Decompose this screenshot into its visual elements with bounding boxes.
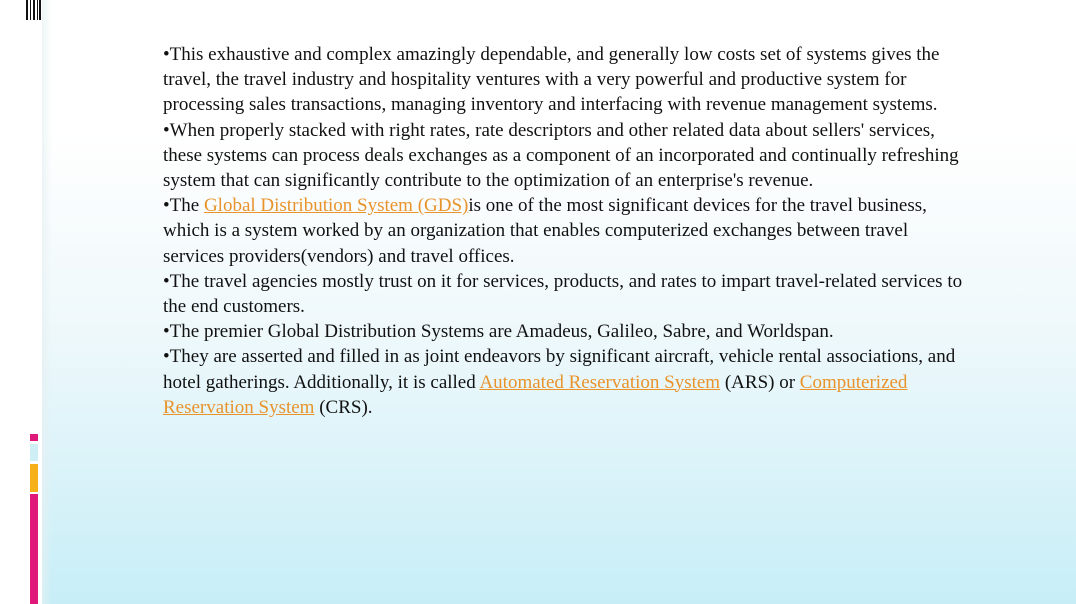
bullet-paragraph	[163, 118, 963, 194]
accent-bar-magenta	[30, 434, 38, 441]
bullet-paragraph	[163, 193, 963, 269]
bullet-paragraph	[163, 42, 963, 118]
barcode-logo-icon	[26, 0, 42, 20]
bullet-text: •The travel agencies mostly trust on it for services, products, and rates to impart travel-related services to the end customers.	[163, 270, 963, 318]
bullet-paragraph	[163, 269, 963, 319]
bullet-text: (ARS) or	[720, 371, 800, 393]
accent-bar-cyan	[30, 444, 38, 461]
bullet-text: •The premier Global Distribution Systems are Amadeus, Galileo, Sabre, and Worldspan.	[163, 321, 834, 343]
bullet-paragraph	[163, 319, 963, 344]
accent-bar-orange	[30, 464, 38, 492]
bullet-text: (CRS).	[314, 396, 373, 418]
accent-bar-pink	[30, 494, 38, 604]
ars-link[interactable]: Automated Reservation System	[479, 371, 721, 393]
slide-content	[163, 42, 963, 420]
bullet-text: •They are asserted and filled in as joint endeavors by significant aircraft, vehicle rental associations, and hotel gatherings. Additionally, it is called	[163, 346, 956, 393]
bullet-paragraph	[163, 344, 963, 420]
bullet-text: •When properly stacked with right rates, rate descriptors and other related data about sellers' services, these systems can process deals exchanges as a component of an incorporated and continually refreshing system that can significantly contribute to the optimization of an enterprise's revenue.	[163, 119, 959, 192]
bullet-text: •This exhaustive and complex amazingly dependable, and generally low costs set of systems gives the travel, the travel industry and hospitality ventures with a very powerful and productive system for processing sales transactions, managing inventory and interfacing with revenue management systems.	[163, 44, 940, 116]
bullet-text: •The	[163, 195, 204, 217]
crs-link[interactable]: Computerized Reservation System	[163, 371, 908, 418]
left-margin-shadow	[42, 0, 52, 604]
bullet-text: is one of the most significant devices for the travel business, which is a system worked by an organization that enables computerized exchanges between travel services providers(vendors) and travel offices.	[163, 195, 927, 267]
gds-link[interactable]: Global Distribution System (GDS)	[203, 195, 469, 217]
